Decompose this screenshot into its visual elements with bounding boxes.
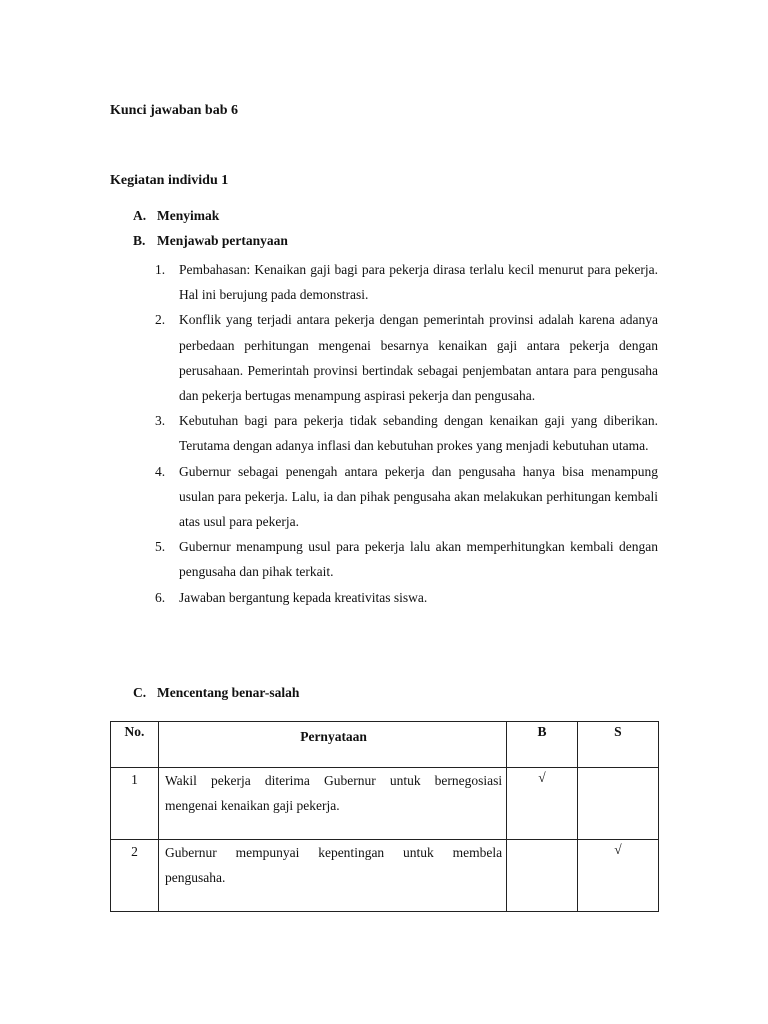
table-header-row [111, 722, 659, 768]
row-number: 1 [111, 768, 159, 840]
table-row [111, 768, 659, 840]
subsection-c-label: Mencentang benar-salah [157, 685, 300, 700]
answer-text: Gubernur menampung usul para pekerja lalu akan memperhitungkan kembali dengan pengusaha dan pihak terkait. [179, 539, 658, 580]
subsection-c [133, 685, 299, 701]
row-statement: Gubernur mempunyai kepentingan untuk membela pengusaha. [158, 840, 506, 912]
answer-item [155, 534, 658, 584]
row-statement: Wakil pekerja diterima Gubernur untuk bernegosiasi mengenai kenaikan gaji pekerja. [158, 768, 506, 840]
true-false-table [110, 721, 659, 912]
header-s: S [577, 722, 658, 768]
row-b-checkmark: √ [507, 768, 578, 840]
answer-number: 2. [155, 312, 166, 328]
header-b: B [507, 722, 578, 768]
answer-list [155, 257, 658, 610]
answer-item [155, 585, 658, 610]
section-heading: Kegiatan individu 1 [110, 173, 229, 188]
answer-item [155, 307, 658, 408]
subsection-b-letter: B. [133, 233, 146, 248]
answer-item [155, 408, 658, 458]
row-s-checkmark [577, 768, 658, 840]
answer-item [155, 257, 658, 307]
subsection-a-label: Menyimak [157, 208, 220, 223]
answer-text: Pembahasan: Kenaikan gaji bagi para pekerja dirasa terlalu kecil menurut para pekerja. Hal ini berujung pada demonstrasi. [179, 262, 658, 303]
subsection-c-letter: C. [133, 685, 147, 700]
answer-number: 5. [155, 539, 166, 555]
subsection-b [133, 233, 288, 249]
row-s-checkmark: √ [577, 840, 658, 912]
subsection-a-letter: A. [133, 208, 147, 223]
table-row [111, 840, 659, 912]
answer-text: Jawaban bergantung kepada kreativitas siswa. [179, 589, 428, 605]
answer-number: 6. [155, 589, 166, 605]
answer-text: Kebutuhan bagi para pekerja tidak sebanding dengan kenaikan gaji yang diberikan. Terutama dengan adanya inflasi dan kebutuhan prokes yang menjadi kebutuhan utama. [179, 413, 658, 454]
row-b-checkmark [507, 840, 578, 912]
document-title: Kunci jawaban bab 6 [110, 103, 238, 118]
header-statement: Pernyataan [158, 722, 506, 768]
answer-item [155, 459, 658, 535]
subsection-b-label: Menjawab pertanyaan [157, 233, 288, 248]
answer-text: Konflik yang terjadi antara pekerja dengan pemerintah provinsi adalah karena adanya perbedaan perhitungan mengenai besarnya kenaikan gaji antara pekerja dengan perusahaan. Pemerintah provinsi bertindak sebagai penjembatan antara para pengusaha dan pekerja bertugas menampung aspirasi pekerja dan pengusaha. [179, 312, 658, 404]
row-number: 2 [111, 840, 159, 912]
answer-number: 3. [155, 413, 166, 429]
answer-number: 4. [155, 463, 166, 479]
answer-number: 1. [155, 262, 166, 277]
header-no: No. [111, 722, 159, 768]
answer-text: Gubernur sebagai penengah antara pekerja dan pengusaha hanya bisa menampung usulan para pekerja. Lalu, ia dan pihak pengusaha akan melakukan perhitungan kembali atas usul para pekerja. [179, 463, 658, 530]
subsection-a [133, 208, 219, 224]
